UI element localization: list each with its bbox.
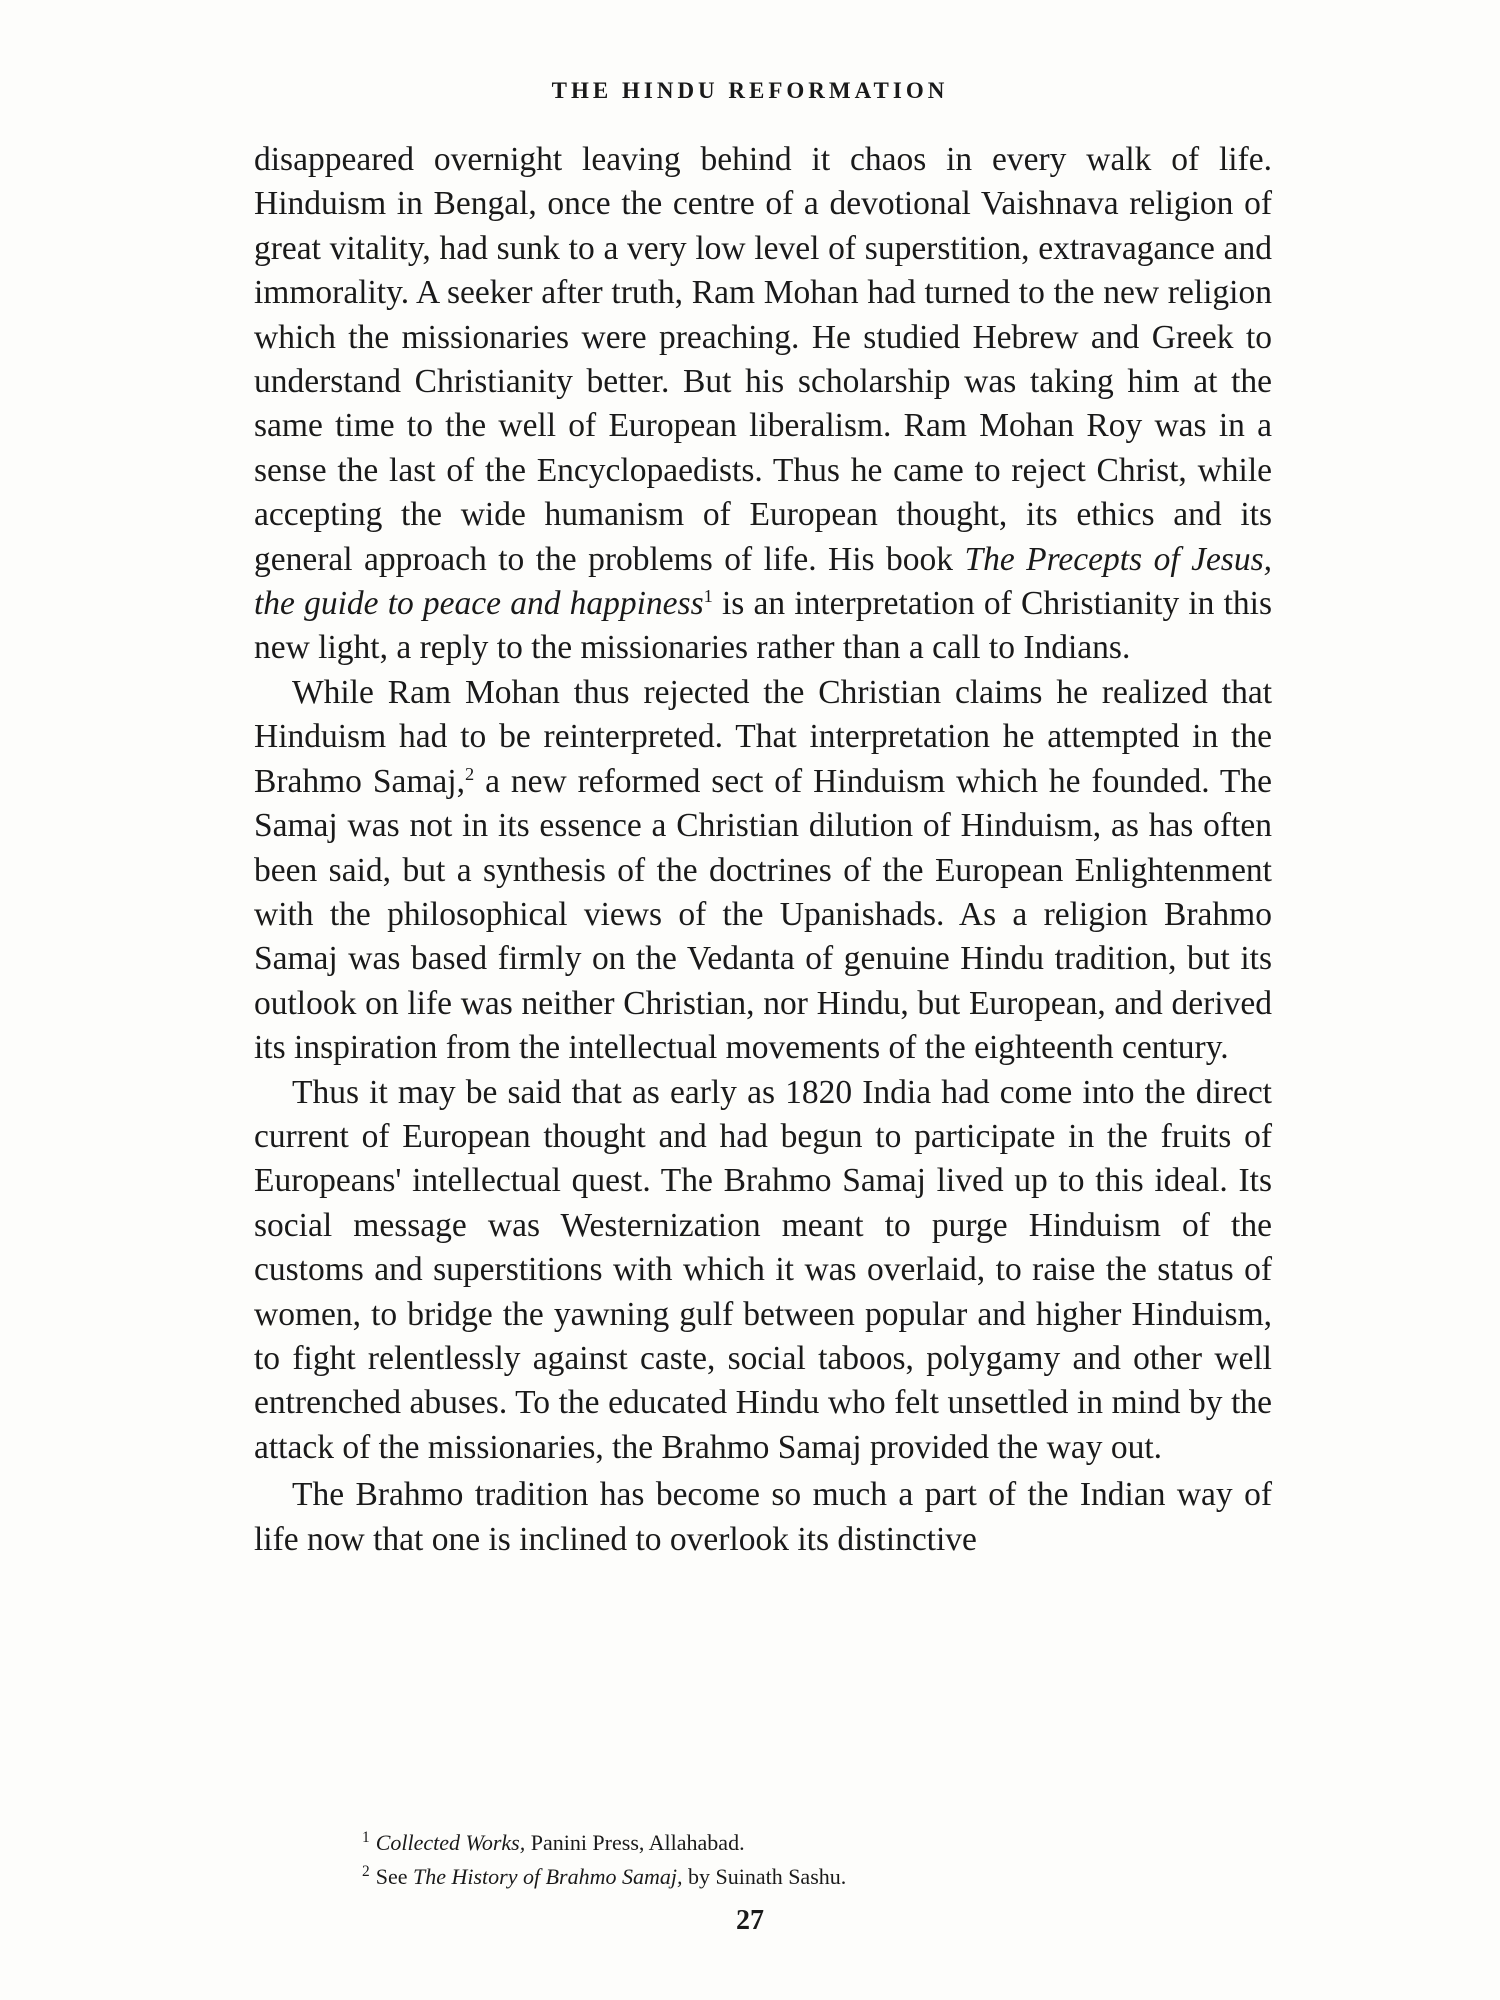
footnote-2-lead: See	[375, 1864, 413, 1889]
footnote-2-rest: by Suinath Sashu.	[682, 1864, 847, 1889]
footnote-2	[362, 1860, 1262, 1894]
paragraph-3: Thus it may be said that as early as 1820 India had come into the direct current of European thought and had begun to participate in the fruits of Europeans' intellectual quest. The Brahmo Samaj lived up to this ideal. Its social message was Westernization meant to purge Hinduism of the customs and superstitions with which it was overlaid, to raise the status of women, to bridge the yawning gulf between popular and higher Hinduism, to fight relentlessly against caste, social taboos, polygamy and other well entrenched abuses. To the educated Hindu who felt unsettled in mind by the attack of the missionaries, the Brahmo Samaj provided the way out.	[254, 1073, 1272, 1466]
paragraph-2	[254, 671, 1272, 1071]
footnote-1-italic: Collected Works,	[375, 1830, 526, 1855]
page-number: 27	[736, 1905, 764, 1936]
paragraph-4: The Brahmo tradition has become so much a part of the Indian way of life now that one is inclined to overlook its distinctive	[254, 1476, 1272, 1558]
paragraph-1	[254, 138, 1272, 671]
paragraph-2-text-b: a new reformed sect of Hinduism which he founded. The Samaj was not in its essence a Christian dilution of Hinduism, as has often been said, but a synthesis of the doctrines of the European Enlightenment with the philosophical views of the Upanishads. As a religion Brahmo Samaj was based firmly on the Vedanta of genuine Hindu tradition, but its outlook on life was neither Christian, nor Hindu, but European, and derived its inspiration from the intellectual movements of the eighteenth century.	[254, 762, 1272, 1067]
footnote-2-italic: The History of Brahmo Samaj,	[412, 1864, 683, 1889]
footnotes	[362, 1826, 1262, 1894]
running-title: THE HINDU REFORMATION	[551, 78, 949, 103]
footnote-1-rest: Panini Press, Allahabad.	[525, 1830, 745, 1855]
footnote-ref-2: 2	[464, 763, 475, 784]
paragraph-2-text-a: While Ram Mohan thus rejected the Christian claims he realized that Hinduism had to be reinterpreted. That interpretation he attempted in the Brahmo Samaj,	[254, 673, 1272, 800]
footnote-ref-1: 1	[703, 585, 713, 606]
footnote-1-mark: 1	[362, 1828, 370, 1846]
book-title-italic: The Precepts of Jesus, the guide to peace and happiness	[254, 540, 1273, 623]
paragraph-1-text-b: is an interpretation of Christianity in this new light, a reply to the missionaries rather than a call to Indians.	[254, 585, 1272, 667]
footnote-2-mark: 2	[362, 1862, 370, 1880]
paragraph-1-text-a: disappeared overnight leaving behind it chaos in every walk of life. Hinduism in Bengal, once the centre of a devotional Vaishnava religion of great vitality, had sunk to a very low level of superstition, extravagance and immorality. A seeker after truth, Ram Mohan had turned to the new religion which the missionaries were preaching. He studied Hebrew and Greek to understand Christianity better. But his scholarship was taking him at the same time to the well of European liberalism. Ram Mohan Roy was in a sense the last of the Encyclopaedists. Thus he came to reject Christ, while accepting the wide humanism of European thought, its ethics and its general approach to the problems of life. His book	[254, 141, 1272, 578]
footnote-1	[362, 1826, 1262, 1860]
body-text	[254, 138, 1272, 1562]
